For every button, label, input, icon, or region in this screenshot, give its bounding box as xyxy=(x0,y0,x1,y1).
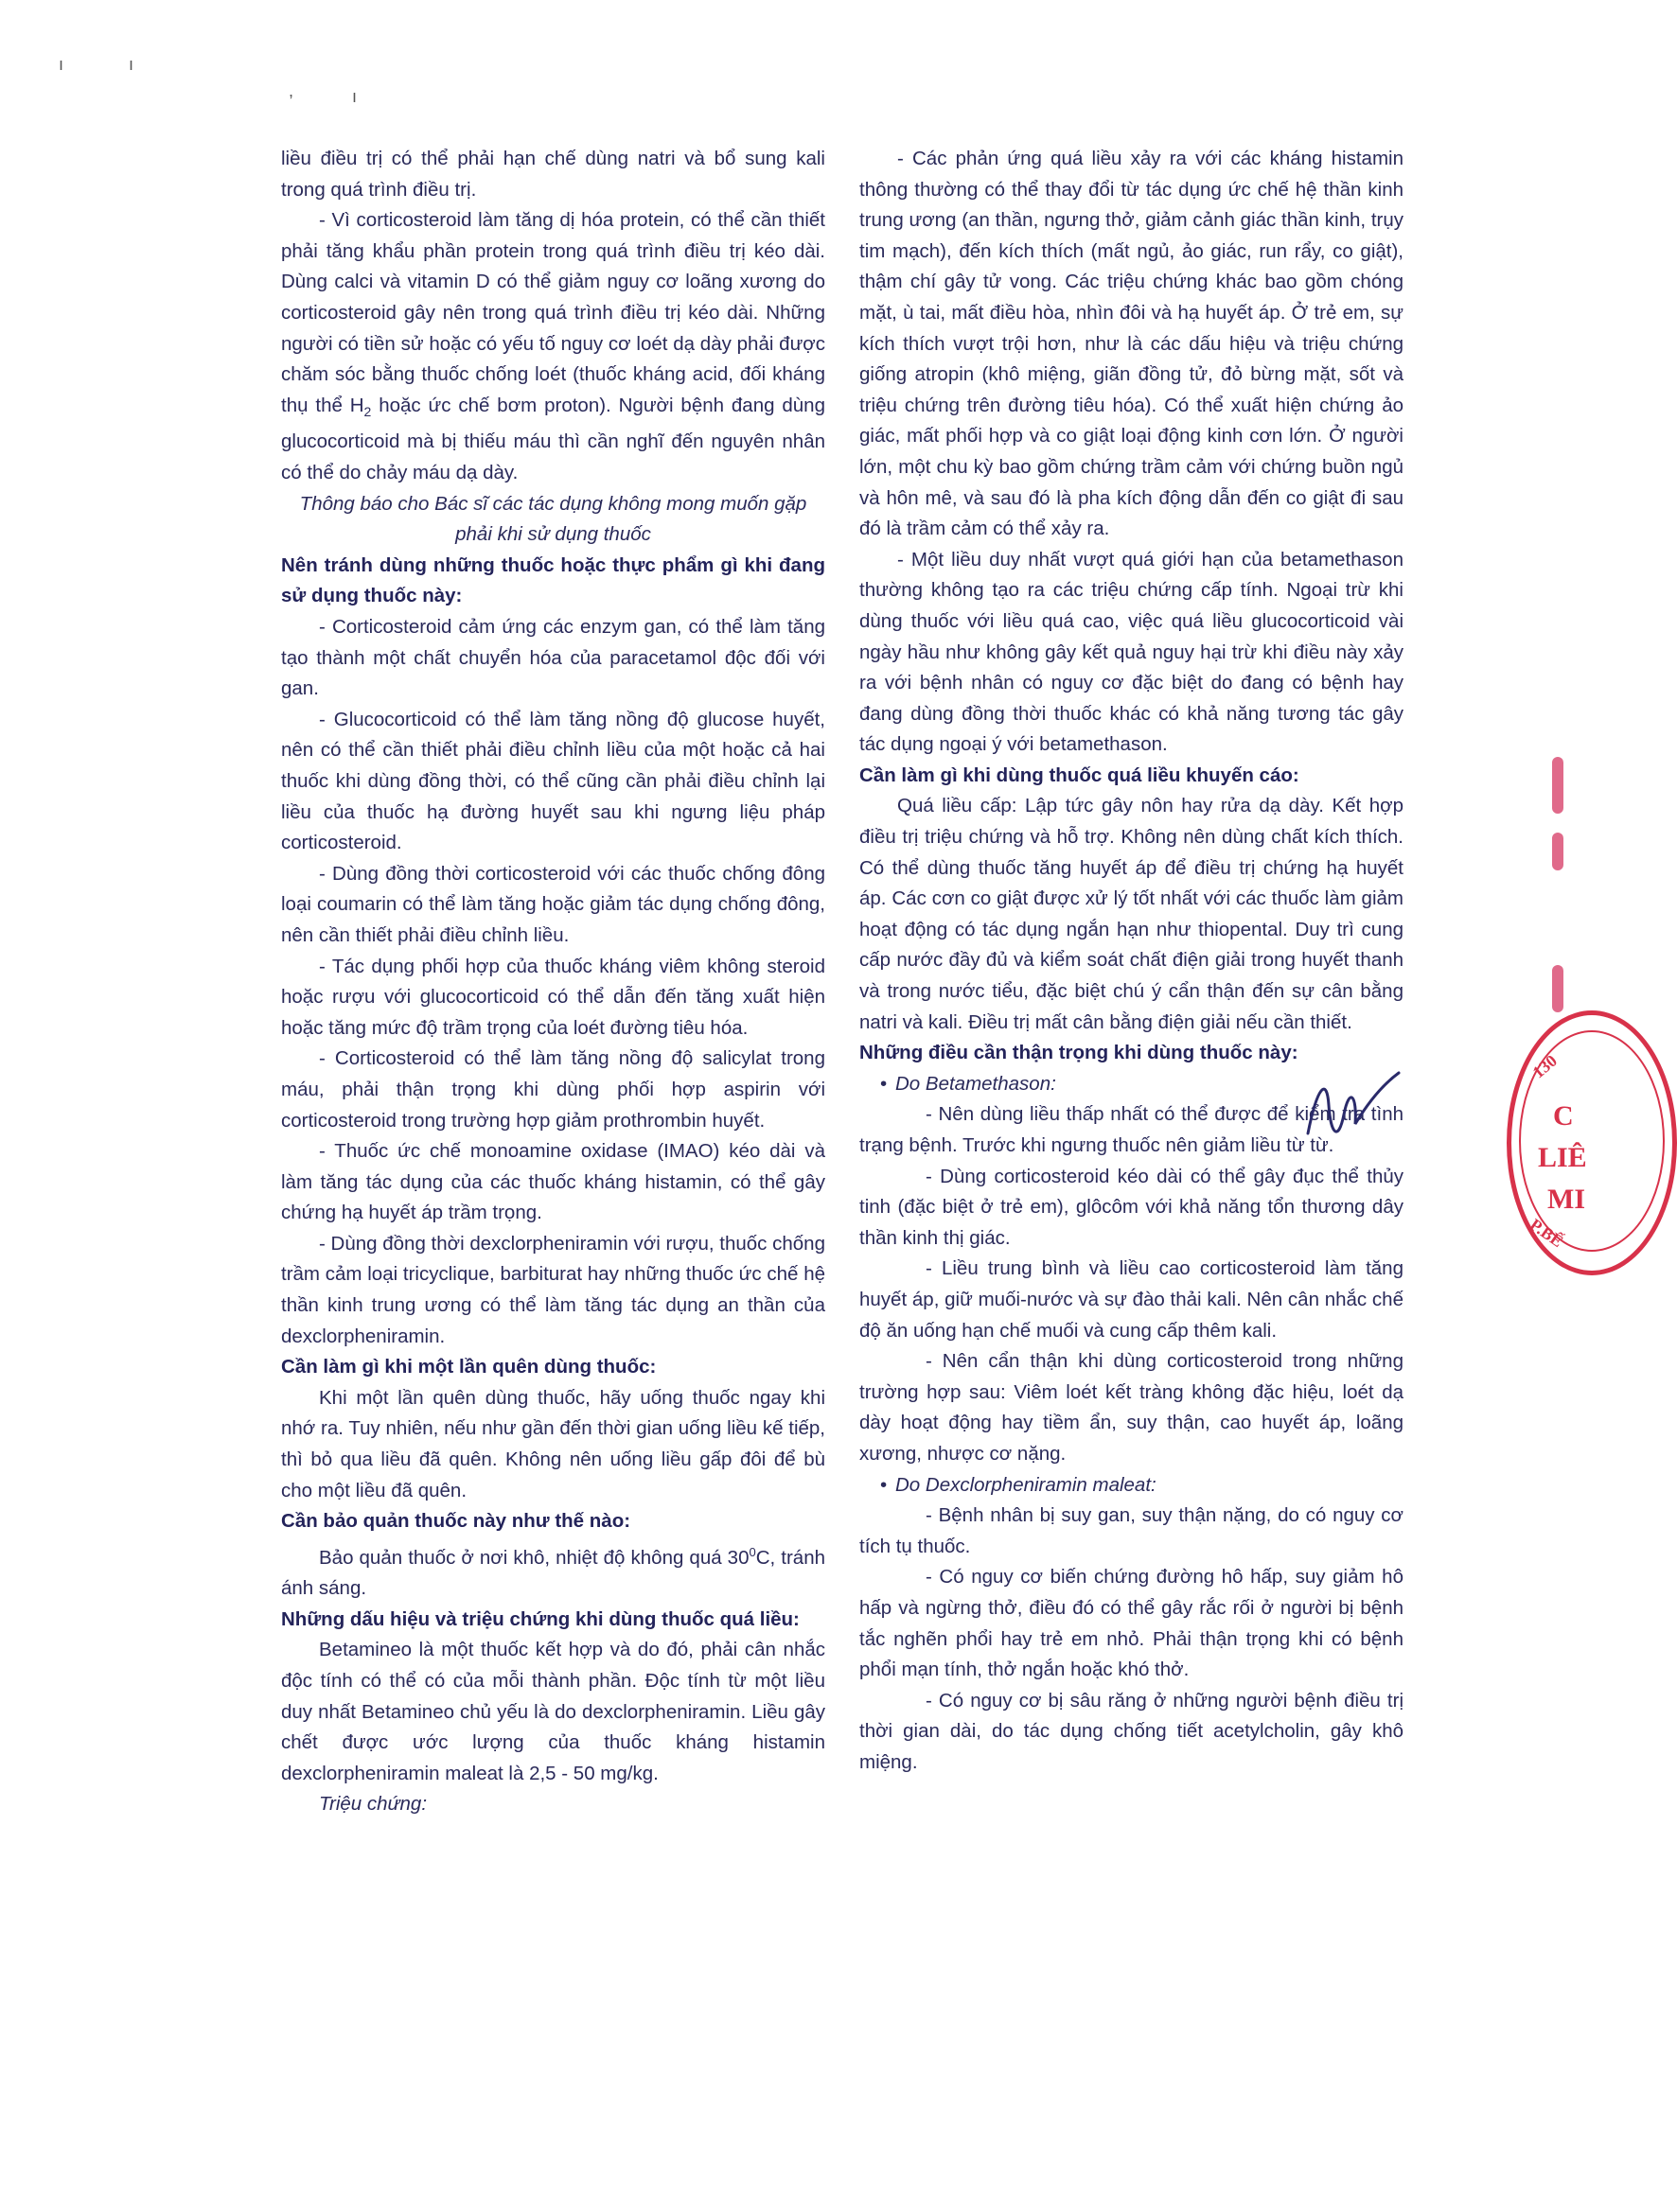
stamp-bottom-text: P.BẾ xyxy=(1526,1215,1567,1252)
bullet-item: • Do Betamethason: xyxy=(859,1069,1403,1100)
ink-mark xyxy=(1552,833,1563,870)
paragraph: - Dùng corticosteroid kéo dài có thể gây đục thể thủy tinh (đặc biệt ở trẻ em), glôcôm với khả năng tổn thương dây thần kinh thị giác. xyxy=(859,1165,1403,1249)
section-heading-avoid: Nên tránh dùng những thuốc hoặc thực phẩm gì khi đang sử dụng thuốc này: xyxy=(281,553,825,607)
paragraph: Bảo quản thuốc ở nơi khô, nhiệt độ không quá $30^0C$, tránh ánh sáng. xyxy=(281,1544,825,1600)
bullet-dot-icon: • xyxy=(880,1473,888,1496)
paragraph: - Nên dùng liều thấp nhất có thể được để kiểm tra tình trạng bệnh. Trước khi ngưng thuốc nên giảm liều từ từ. xyxy=(859,1103,1403,1156)
bullet-item: • Do Dexclorpheniramin maleat: xyxy=(859,1470,1403,1501)
paragraph: - Tác dụng phối hợp của thuốc kháng viêm không steroid hoặc rượu với glucocorticoid có thể dẫn đến tăng xuất hiện hoặc tăng mức độ trầm trọng của loét đường tiêu hóa. xyxy=(281,955,825,1039)
paragraph: - Có nguy cơ bị sâu răng ở những người bệnh điều trị thời gian dài, do tác dụng chống tiết acetylcholin, gây khô miệng. xyxy=(859,1689,1403,1773)
section-heading-overdose-action: Cần làm gì khi dùng thuốc quá liều khuyến cáo: xyxy=(859,764,1299,786)
section-heading-store: Cần bảo quản thuốc này như thế nào: xyxy=(281,1510,631,1533)
stamp-letter: C xyxy=(1553,1100,1574,1132)
symptoms-label: Triệu chứng: xyxy=(319,1793,428,1816)
section-heading-forget: Cần làm gì khi một lần quên dùng thuốc: xyxy=(281,1356,657,1378)
scan-mark: ı xyxy=(59,55,64,74)
paragraph: - Glucocorticoid có thể làm tăng nồng độ glucose huyết, nên có thể cần thiết phải điều chỉnh liều của một hoặc cả hai thuốc khi dùng đồng thời, có thể cũng cần phải điều chỉnh lại liều của thuốc hạ đường huyết sau khi ngưng liệu pháp corticosteroid. xyxy=(281,708,825,854)
left-column xyxy=(281,144,825,1820)
paragraph: - Vì corticosteroid làm tăng dị hóa protein, có thể cần thiết phải tăng khẩu phần protein trong quá trình điều trị kéo dài. Dùng calci và vitamin D có thể giảm nguy cơ loãng xương do corticosteroid gây nên trong quá trình điều trị kéo dài. Những người có tiền sử hoặc có yếu tố nguy cơ loét dạ dày phải được chăm sóc bằng thuốc chống loét (thuốc kháng acid, đối kháng thụ thể $H_2$ hoặc ức chế bơm proton). Người bệnh đang dùng glucocorticoid mà bị thiếu máu thì cần nghĩ đến nguyên nhân có thể do chảy máu dạ dày. xyxy=(281,209,825,484)
stamp-number: 130 xyxy=(1528,1050,1561,1082)
paragraph: Betamineo là một thuốc kết hợp và do đó, phải cân nhắc độc tính có thể có của mỗi thành phần. Độc tính từ một liều duy nhất Betamineo chủ yếu là do dexclorpheniramin. Liều gây chết được ước lượng của thuốc kháng histamin dexclorpheniramin maleat là 2,5 - 50 mg/kg. xyxy=(281,1639,825,1784)
paragraph: - Corticosteroid có thể làm tăng nồng độ salicylat trong máu, phải thận trọng khi dùng phối hợp aspirin với corticosteroid trong trường hợp giảm prothrombin huyết. xyxy=(281,1047,825,1132)
paragraph: - Dùng đồng thời dexclorpheniramin với rượu, thuốc chống trầm cảm loại tricyclique, barbiturat hay những thuốc ức chế hệ thần kinh trung ương có thể làm tăng tác dụng an thần của dexclorpheniramin. xyxy=(281,1232,825,1347)
paragraph: - Có nguy cơ biến chứng đường hô hấp, suy giảm hô hấp và ngừng thở, điều đó có thể gây rắc rối ở người bị bệnh tắc nghẽn phổi hay trẻ em nhỏ. Phải thận trọng khi có bệnh phổi mạn tính, thở ngắn hoặc khó thở. xyxy=(859,1566,1403,1681)
signature-mark xyxy=(1300,1067,1404,1152)
section-heading-caution: Những điều cần thận trọng khi dùng thuốc này: xyxy=(859,1042,1298,1064)
paragraph: - Các phản ứng quá liều xảy ra với các kháng histamin thông thường có thể thay đổi từ tác dụng ức chế hệ thần kinh trung ương (an thần, ngưng thở, giảm cảnh giác thần kinh, trụy tim mạch), đến kích thích (mất ngủ, ảo giác, run rẩy, co giật), thậm chí gây tử vong. Các triệu chứng khác bao gồm chóng mặt, ù tai, mất điều hòa, nhìn đôi và hạ huyết áp. Ở trẻ em, sự kích thích vượt trội hơn, như là các dấu hiệu và triệu chứng giống atropin (khô miệng, giãn đồng tử, đỏ bừng mặt, sốt và triệu chứng trên đường tiêu hóa). Có thể xuất hiện chứng ảo giác, mất phối hợp và co giật loại động kinh cơn lớn. Ở người lớn, một chu kỳ bao gồm chứng trầm cảm với chứng buồn ngủ và hôn mê, và sau đó là pha kích động dẫn đến co giật đi sau đó là trầm cảm có thể xảy ra. xyxy=(859,148,1403,540)
section-heading-overdose: Những dấu hiệu và triệu chứng khi dùng thuốc quá liều: xyxy=(281,1607,800,1630)
paragraph: liều điều trị có thể phải hạn chế dùng natri và bổ sung kali trong quá trình điều trị. xyxy=(281,148,825,201)
paragraph: - Thuốc ức chế monoamine oxidase (IMAO) kéo dài và làm tăng tác dụng của các thuốc kháng histamin, có thể gây chứng hạ huyết áp trầm trọng. xyxy=(281,1140,825,1224)
paragraph: - Nên cẩn thận khi dùng corticosteroid trong những trường hợp sau: Viêm loét kết tràng không đặc hiệu, loét dạ dày hoạt động hay tiềm ẩn, suy thận, cao huyết áp, loãng xương, nhược cơ nặng. xyxy=(859,1350,1403,1465)
paragraph: - Corticosteroid cảm ứng các enzym gan, có thể làm tăng tạo thành một chất chuyển hóa của paracetamol độc đối với gan. xyxy=(281,616,825,700)
paragraph: - Bệnh nhân bị suy gan, suy thận nặng, do có nguy cơ tích tụ thuốc. xyxy=(859,1504,1403,1557)
company-stamp xyxy=(1507,1010,1677,1275)
stamp-line: MI xyxy=(1547,1184,1585,1215)
paragraph: - Liều trung bình và liều cao corticosteroid làm tăng huyết áp, giữ muối-nước và sự đào thải kali. Nên cân nhắc chế độ ăn uống hạn chế muối và cung cấp thêm kali. xyxy=(859,1257,1403,1342)
notice-line: Thông báo cho Bác sĩ các tác dụng không mong muốn gặp phải khi sử dụng thuốc xyxy=(299,492,807,546)
paragraph: - Dùng đồng thời corticosteroid với các thuốc chống đông loại coumarin có thể làm tăng hoặc giảm tác dụng chống đông, nên cần thiết phải điều chỉnh liều. xyxy=(281,862,825,946)
paragraph: - Một liều duy nhất vượt quá giới hạn của betamethason thường không tạo ra các triệu chứng cấp tính. Ngoại trừ khi dùng thuốc với liều quá cao, việc quá liều glucocorticoid vài ngày hầu như không gây kết quả nguy hại trừ khi điều này xảy ra với bệnh nhân có nguy cơ đặc biệt do đang có bệnh hay đang dùng đồng thời thuốc khác có khả năng tương tác gây tác dụng ngoại ý với betamethason. xyxy=(859,548,1403,756)
scan-mark: ı xyxy=(129,55,134,74)
scan-mark: , xyxy=(289,81,294,100)
paragraph: Quá liều cấp: Lập tức gây nôn hay rửa dạ dày. Kết hợp điều trị triệu chứng và hỗ trợ. Không nên dùng chất kích thích. Có thể dùng thuốc tăng huyết áp để điều trị chứng hạ huyết áp. Các cơn co giật được xử lý tốt nhất với các thuốc làm giảm hoạt động có tác dụng ngắn hạn như thiopental. Duy trì cung cấp nước đầy đủ và kiểm soát chất điện giải trong huyết thanh và trong nước tiểu, đặc biệt chú ý cẩn thận đến sự cân bằng natri và kali. Điều trị mất cân bằng điện giải nếu cần thiết. xyxy=(859,795,1403,1033)
scan-mark: ı xyxy=(352,87,358,106)
stamp-line: LIÊ xyxy=(1538,1142,1587,1173)
paragraph: Khi một lần quên dùng thuốc, hãy uống thuốc ngay khi nhớ ra. Tuy nhiên, nếu như gần đến thời gian uống liều kế tiếp, thì bỏ qua liều đã quên. Không nên uống liều gấp đôi để bù cho một liều đã quên. xyxy=(281,1386,825,1501)
right-column xyxy=(859,144,1403,1778)
ink-mark xyxy=(1552,757,1563,814)
ink-mark xyxy=(1552,965,1563,1012)
bullet-dot-icon: • xyxy=(880,1072,888,1095)
